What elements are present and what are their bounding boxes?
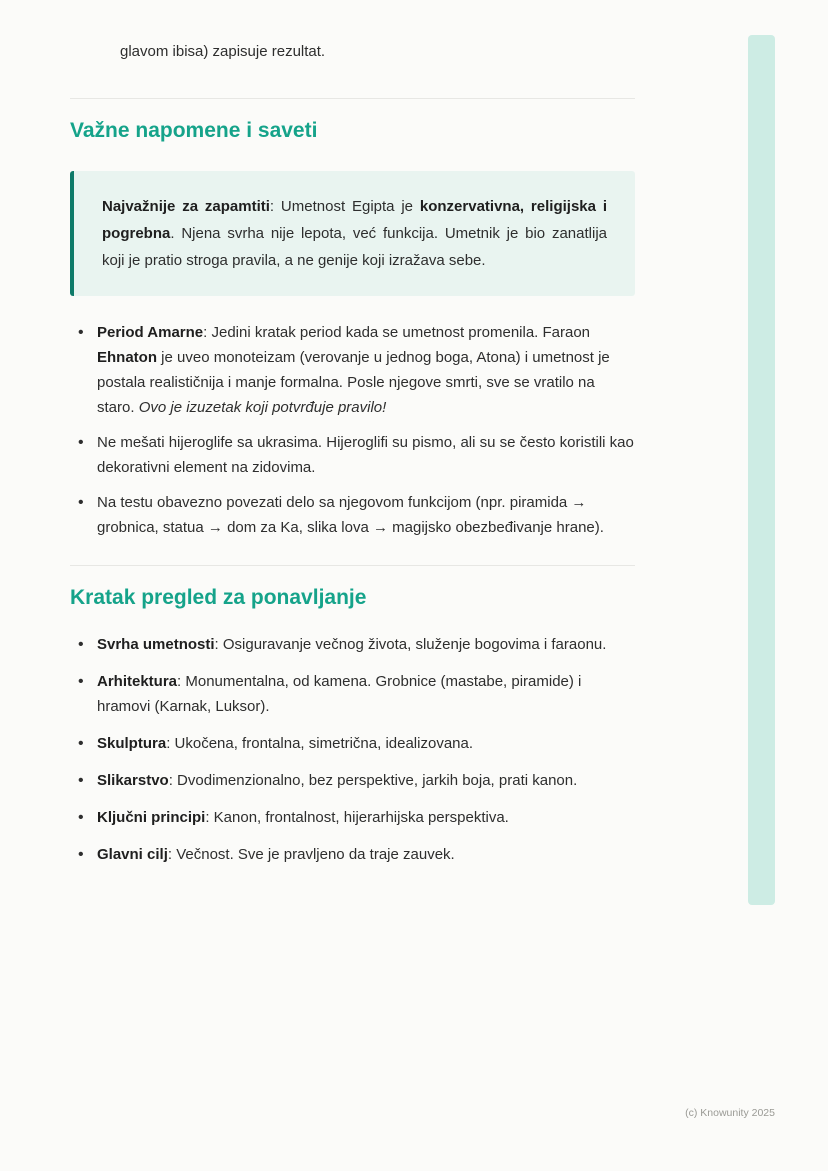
list-item <box>70 768 635 793</box>
section-title-notes: Važne napomene i saveti <box>70 119 318 142</box>
list-item-text: Svrha umetnosti: Osiguravanje večnog života, služenje bogovima i faraonu. <box>97 636 607 653</box>
section-divider <box>70 565 635 566</box>
side-accent-bar <box>748 35 775 905</box>
important-callout <box>70 171 635 296</box>
list-item-text: Na testu obavezno povezati delo sa njegovom funkcijom (npr. piramida → grobnica, statua → dom za Ka, slika lova → magijsko obezbeđivanje hrane). <box>97 494 604 536</box>
list-item-text: Ne mešati hijeroglife sa ukrasima. Hijeroglifi su pismo, ali su se često koristili kao dekorativni element na zidovima. <box>97 434 634 476</box>
section-title-review: Kratak pregled za ponavljanje <box>70 586 367 609</box>
list-item <box>70 430 635 480</box>
list-item-text: Ključni principi: Kanon, frontalnost, hijerarhijska perspektiva. <box>97 809 509 826</box>
list-item <box>70 805 635 830</box>
notes-list <box>70 320 635 540</box>
list-item-text: Arhitektura: Monumentalna, od kamena. Grobnice (mastabe, piramide) i hramovi (Karnak, Luksor). <box>97 673 582 715</box>
footer-copyright: (c) Knowunity 2025 <box>685 1107 775 1119</box>
list-item <box>70 669 635 719</box>
document-content <box>70 0 635 867</box>
list-item-text: Glavni cilj: Večnost. Sve je pravljeno da traje zauvek. <box>97 846 455 863</box>
list-item <box>70 731 635 756</box>
callout-text: Najvažnije za zapamtiti: Umetnost Egipta je konzervativna, religijska i pogrebna. Njena svrha nije lepota, već funkcija. Umetnik je bio zanatlija koji je pratio stroga pravila, a ne genije koji izražava sebe. <box>102 198 607 269</box>
list-item-text: Slikarstvo: Dvodimenzionalno, bez perspektive, jarkih boja, prati kanon. <box>97 772 578 789</box>
review-list <box>70 632 635 867</box>
list-item <box>70 842 635 867</box>
list-item <box>70 320 635 420</box>
section-divider <box>70 98 635 99</box>
list-item <box>70 632 635 657</box>
previous-section-text: glavom ibisa) zapisuje rezultat. <box>120 43 326 60</box>
list-item <box>70 490 635 540</box>
list-item-text: Period Amarne: Jedini kratak period kada se umetnost promenila. Faraon Ehnaton je uveo monoteizam (verovanje u jednog boga, Atona) i umetnost je postala realističnija i manje formalna. Posle njegove smrti, sve se vratilo na staro. Ovo je izuzetak koji potvrđuje pravilo! <box>97 324 610 416</box>
list-item-text: Skulptura: Ukočena, frontalna, simetrična, idealizovana. <box>97 735 474 752</box>
